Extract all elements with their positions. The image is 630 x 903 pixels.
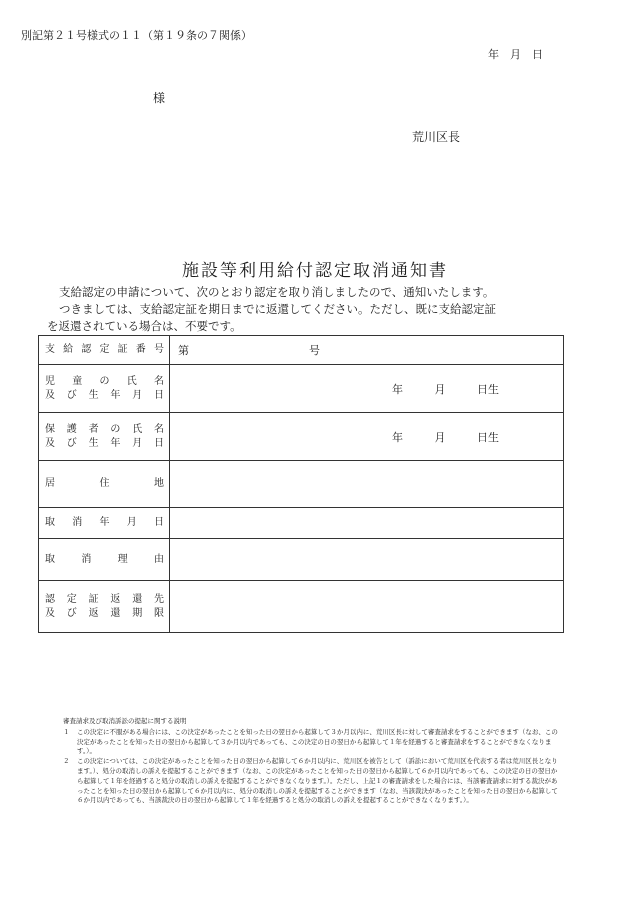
note-number: １ — [63, 727, 70, 736]
body-paragraph-line: 支給認定の申請について、次のとおり認定を取り消しましたので、通知いたします。 — [59, 285, 495, 299]
note-item — [63, 728, 559, 757]
note-number: ２ — [63, 757, 70, 766]
row-value[interactable] — [170, 365, 564, 413]
table-row — [39, 365, 564, 413]
row-value[interactable] — [170, 461, 564, 508]
body-paragraph-line: つきましては、支給認定証を期日までに返還してください。ただし、既に支給認定証 — [59, 302, 496, 316]
row-label: 保 護 者 の 氏 名 及 び 生 年 月 日 — [39, 413, 170, 461]
row-label: 取 消 年 月 日 — [39, 508, 170, 539]
form-number: 別記第２１号様式の１１（第１９条の７関係） — [21, 29, 252, 42]
row-label: 児 童 の 氏 名 及 び 生 年 月 日 — [39, 365, 170, 413]
table-row — [39, 461, 564, 508]
row-value[interactable] — [170, 508, 564, 539]
row-label: 取 消 理 由 — [39, 539, 170, 581]
table-row — [39, 336, 564, 365]
row-value[interactable] — [170, 581, 564, 633]
table-row — [39, 539, 564, 581]
row-label: 認 定 証 返 還 先 及 び 返 還 期 限 — [39, 581, 170, 633]
note-item — [63, 757, 559, 806]
document-title: 施設等利用給付認定取消通知書 — [182, 261, 448, 281]
issue-date-line: 年 月 日 — [488, 48, 543, 61]
row-value[interactable] — [170, 413, 564, 461]
number-prefix: 第 — [178, 344, 189, 357]
note-text: この決定に不服がある場合には、この決定があったことを知った日の翌日から起算して３か月以内に、荒川区長に対して審査請求をすることができます（なお、この決定があったことを知った日の翌日から起算して３か月以内であっても、この決定の日の翌日から起算して１年を経過すると審査請求をすることができなくなります。）。 — [77, 727, 558, 756]
number-suffix: 号 — [309, 344, 320, 357]
row-label: 居 住 地 — [39, 461, 170, 508]
recipient-honorific: 様 — [153, 91, 166, 105]
row-label: 支 給 認 定 証 番 号 — [39, 336, 170, 365]
notice-details-table — [38, 335, 564, 633]
note-text: この決定については、この決定があったことを知った日の翌日から起算して６か月以内に、荒川区を被告として（訴訟において荒川区を代表する者は荒川区長となります。）、処分の取消しの訴えを提起することができます（なお、この決定があったことを知った日の翌日から起算して６か月以内であっても、この決定の日の翌日から起算して１年を経過すると処分の取消しの訴えを提起することができなくなります。）。ただし、上記１の審査請求をした場合には、当該審査請求に対する裁決があったことを知った日の翌日から起算して６か月以内に、処分の取消しの訴えを提起することができます（なお、当該裁決があったことを知った日の翌日から起算して６か月以内であっても、当該裁決の日の翌日から起算して１年を経過すると処分の取消しの訴えを提起することができなくなります。）。 — [77, 757, 558, 805]
notes-heading: 審査請求及び取消訴訟の提起に関する説明 — [63, 717, 187, 725]
birth-date-label: 年 月 日生 — [392, 382, 499, 396]
body-paragraph-line: を返還されている場合は、不要です。 — [47, 319, 242, 333]
table-row — [39, 581, 564, 633]
row-value[interactable] — [170, 336, 564, 365]
table-row — [39, 508, 564, 539]
table-row — [39, 413, 564, 461]
birth-date-label: 年 月 日生 — [392, 430, 499, 444]
appeal-notes — [63, 717, 559, 806]
issuer-name: 荒川区長 — [412, 130, 461, 144]
row-value[interactable] — [170, 539, 564, 581]
